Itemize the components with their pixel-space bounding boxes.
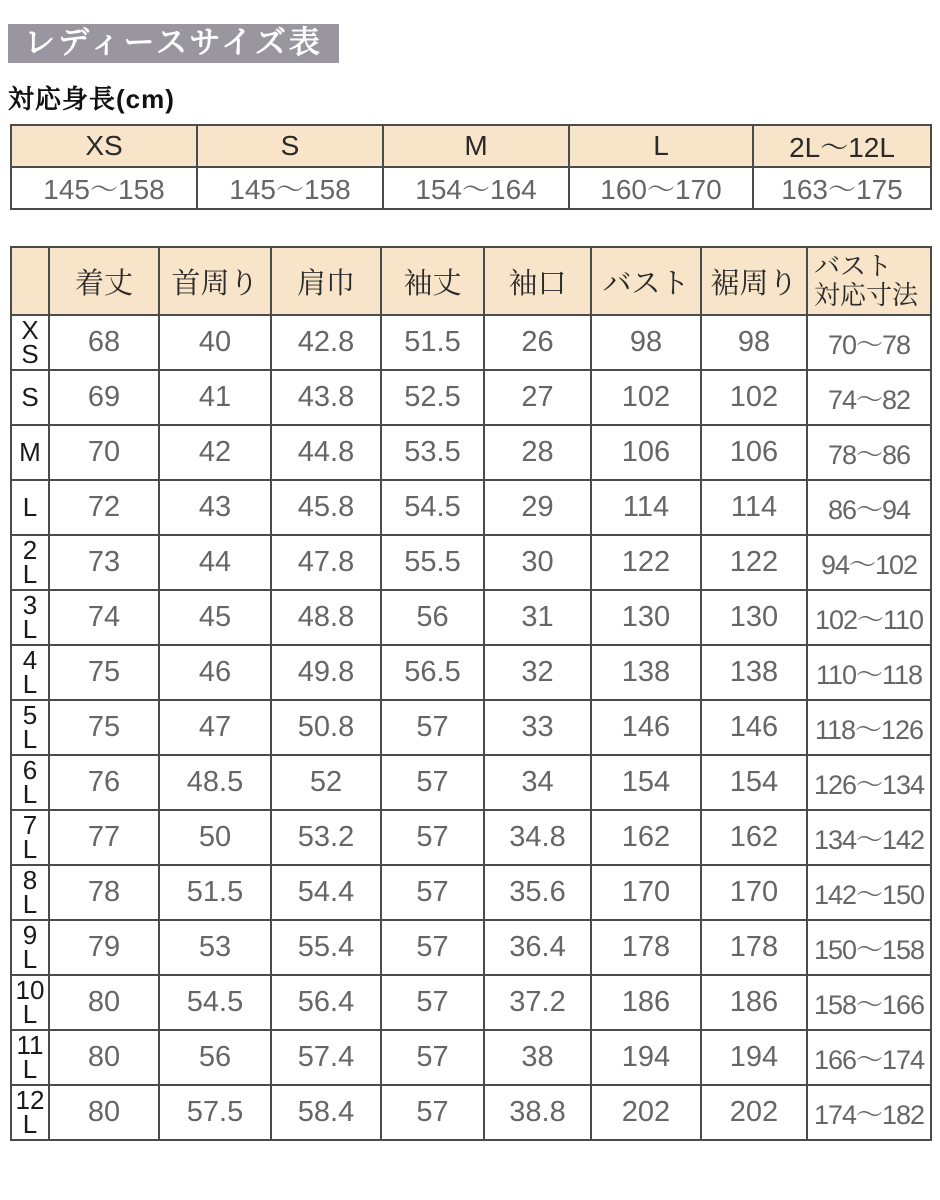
cell-value: 29 (484, 480, 591, 535)
cell-value: 26 (484, 315, 591, 370)
cell-value: 170 (701, 865, 807, 920)
cell-value: 40 (159, 315, 271, 370)
cell-value: 146 (701, 700, 807, 755)
cell-value: 36.4 (484, 920, 591, 975)
cell-value: 45.8 (271, 480, 381, 535)
col-header-sleeve-length: 袖丈 (381, 247, 484, 315)
cell-value: 102 (701, 370, 807, 425)
cell-value: 33 (484, 700, 591, 755)
corner-cell (11, 247, 49, 315)
col-header-shoulder: 肩巾 (271, 247, 381, 315)
cell-bust-range: 166～174 (807, 1030, 931, 1085)
cell-value: 54.5 (381, 480, 484, 535)
cell-value: 35.6 (484, 865, 591, 920)
cell-value: 73 (49, 535, 159, 590)
cell-value: 49.8 (271, 645, 381, 700)
cell-value: 202 (591, 1085, 701, 1140)
cell-value: 146 (591, 700, 701, 755)
cell-value: 74 (49, 590, 159, 645)
height-table-header-row (11, 125, 931, 167)
cell-value: 162 (591, 810, 701, 865)
cell-value: 57 (381, 920, 484, 975)
measurements-table (10, 246, 932, 1141)
cell-value: 80 (49, 1030, 159, 1085)
cell-value: 178 (701, 920, 807, 975)
height-value-xs: 145～158 (11, 167, 197, 209)
size-row-4l (11, 645, 931, 700)
cell-value: 56.4 (271, 975, 381, 1030)
cell-value: 52 (271, 755, 381, 810)
row-label-5l: 5 L (11, 700, 49, 755)
measurements-header-row (11, 247, 931, 315)
cell-value: 44 (159, 535, 271, 590)
cell-value: 178 (591, 920, 701, 975)
row-label-7l: 7 L (11, 810, 49, 865)
cell-value: 56 (381, 590, 484, 645)
cell-bust-range: 94～102 (807, 535, 931, 590)
cell-value: 78 (49, 865, 159, 920)
height-col-header-s: S (197, 125, 383, 167)
size-row-10l (11, 975, 931, 1030)
cell-value: 162 (701, 810, 807, 865)
cell-value: 79 (49, 920, 159, 975)
cell-value: 130 (701, 590, 807, 645)
cell-value: 154 (591, 755, 701, 810)
cell-value: 57 (381, 1085, 484, 1140)
cell-value: 194 (701, 1030, 807, 1085)
size-row-l (11, 480, 931, 535)
cell-value: 30 (484, 535, 591, 590)
row-label-10l: 10 L (11, 975, 49, 1030)
row-label-s: S (11, 370, 49, 425)
cell-value: 27 (484, 370, 591, 425)
col-header-neck: 首周り (159, 247, 271, 315)
cell-bust-range: 174～182 (807, 1085, 931, 1140)
cell-value: 47 (159, 700, 271, 755)
cell-value: 53.5 (381, 425, 484, 480)
size-row-2l (11, 535, 931, 590)
cell-value: 68 (49, 315, 159, 370)
cell-value: 34 (484, 755, 591, 810)
cell-value: 77 (49, 810, 159, 865)
cell-value: 154 (701, 755, 807, 810)
page-title: レディースサイズ表 (8, 24, 339, 63)
height-value-s: 145～158 (197, 167, 383, 209)
cell-value: 55.5 (381, 535, 484, 590)
cell-bust-range: 110～118 (807, 645, 931, 700)
cell-bust-range: 102～110 (807, 590, 931, 645)
cell-value: 56 (159, 1030, 271, 1085)
cell-value: 48.8 (271, 590, 381, 645)
size-row-6l (11, 755, 931, 810)
cell-value: 47.8 (271, 535, 381, 590)
cell-value: 52.5 (381, 370, 484, 425)
cell-value: 58.4 (271, 1085, 381, 1140)
height-col-header-m: M (383, 125, 569, 167)
size-row-xs (11, 315, 931, 370)
cell-value: 42.8 (271, 315, 381, 370)
cell-value: 57 (381, 1030, 484, 1085)
size-row-11l (11, 1030, 931, 1085)
height-value-m: 154～164 (383, 167, 569, 209)
cell-value: 28 (484, 425, 591, 480)
height-value-2l-12l: 163～175 (753, 167, 931, 209)
cell-value: 32 (484, 645, 591, 700)
row-label-xs: X S (11, 315, 49, 370)
col-header-body-length: 着丈 (49, 247, 159, 315)
cell-value: 76 (49, 755, 159, 810)
cell-bust-range: 126～134 (807, 755, 931, 810)
height-table-caption: 対応身長(cm) (8, 84, 175, 114)
cell-value: 186 (701, 975, 807, 1030)
col-header-cuff: 袖口 (484, 247, 591, 315)
cell-value: 44.8 (271, 425, 381, 480)
cell-value: 106 (701, 425, 807, 480)
cell-bust-range: 158～166 (807, 975, 931, 1030)
cell-value: 98 (701, 315, 807, 370)
cell-value: 106 (591, 425, 701, 480)
cell-value: 202 (701, 1085, 807, 1140)
cell-value: 57 (381, 810, 484, 865)
size-row-12l (11, 1085, 931, 1140)
cell-value: 41 (159, 370, 271, 425)
cell-value: 130 (591, 590, 701, 645)
height-table-value-row (11, 167, 931, 209)
row-label-4l: 4 L (11, 645, 49, 700)
height-value-l: 160～170 (569, 167, 753, 209)
row-label-l: L (11, 480, 49, 535)
cell-value: 122 (591, 535, 701, 590)
cell-value: 57.4 (271, 1030, 381, 1085)
size-row-s (11, 370, 931, 425)
size-row-8l (11, 865, 931, 920)
cell-value: 80 (49, 1085, 159, 1140)
col-header-bust-range-line1: バスト (814, 251, 893, 282)
cell-value: 69 (49, 370, 159, 425)
cell-value: 75 (49, 645, 159, 700)
col-header-bust-range (807, 247, 931, 315)
cell-value: 53 (159, 920, 271, 975)
cell-bust-range: 78～86 (807, 425, 931, 480)
cell-value: 55.4 (271, 920, 381, 975)
cell-value: 75 (49, 700, 159, 755)
row-label-12l: 12 L (11, 1085, 49, 1140)
cell-value: 50 (159, 810, 271, 865)
cell-value: 194 (591, 1030, 701, 1085)
cell-bust-range: 142～150 (807, 865, 931, 920)
height-col-header-xs: XS (11, 125, 197, 167)
cell-value: 38.8 (484, 1085, 591, 1140)
size-row-m (11, 425, 931, 480)
size-row-9l (11, 920, 931, 975)
cell-value: 138 (701, 645, 807, 700)
cell-bust-range: 150～158 (807, 920, 931, 975)
row-label-3l: 3 L (11, 590, 49, 645)
cell-value: 114 (701, 480, 807, 535)
cell-value: 48.5 (159, 755, 271, 810)
cell-value: 57 (381, 975, 484, 1030)
cell-value: 50.8 (271, 700, 381, 755)
row-label-9l: 9 L (11, 920, 49, 975)
cell-value: 46 (159, 645, 271, 700)
cell-value: 170 (591, 865, 701, 920)
row-label-m: M (11, 425, 49, 480)
row-label-11l: 11 L (11, 1030, 49, 1085)
cell-value: 51.5 (381, 315, 484, 370)
cell-value: 57.5 (159, 1085, 271, 1140)
cell-value: 102 (591, 370, 701, 425)
cell-value: 56.5 (381, 645, 484, 700)
cell-value: 80 (49, 975, 159, 1030)
col-header-bust: バスト (591, 247, 701, 315)
cell-value: 37.2 (484, 975, 591, 1030)
cell-bust-range: 118～126 (807, 700, 931, 755)
cell-value: 57 (381, 755, 484, 810)
cell-value: 54.5 (159, 975, 271, 1030)
row-label-8l: 8 L (11, 865, 49, 920)
cell-value: 45 (159, 590, 271, 645)
cell-value: 57 (381, 700, 484, 755)
height-col-header-l: L (569, 125, 753, 167)
cell-bust-range: 74～82 (807, 370, 931, 425)
size-row-7l (11, 810, 931, 865)
cell-value: 54.4 (271, 865, 381, 920)
cell-value: 38 (484, 1030, 591, 1085)
cell-value: 43.8 (271, 370, 381, 425)
row-label-6l: 6 L (11, 755, 49, 810)
col-header-hem: 裾周り (701, 247, 807, 315)
cell-value: 51.5 (159, 865, 271, 920)
size-row-5l (11, 700, 931, 755)
cell-value: 42 (159, 425, 271, 480)
cell-value: 31 (484, 590, 591, 645)
height-range-table (10, 124, 932, 210)
cell-value: 43 (159, 480, 271, 535)
size-row-3l (11, 590, 931, 645)
cell-bust-range: 70～78 (807, 315, 931, 370)
cell-bust-range: 134～142 (807, 810, 931, 865)
cell-value: 57 (381, 865, 484, 920)
cell-value: 138 (591, 645, 701, 700)
col-header-bust-range-line2: 対応寸法 (814, 280, 919, 310)
row-label-2l: 2 L (11, 535, 49, 590)
cell-value: 70 (49, 425, 159, 480)
cell-value: 72 (49, 480, 159, 535)
cell-value: 98 (591, 315, 701, 370)
cell-value: 114 (591, 480, 701, 535)
cell-value: 122 (701, 535, 807, 590)
height-col-header-2l-12l: 2L～12L (753, 125, 931, 167)
cell-value: 53.2 (271, 810, 381, 865)
cell-value: 186 (591, 975, 701, 1030)
cell-value: 34.8 (484, 810, 591, 865)
cell-bust-range: 86～94 (807, 480, 931, 535)
